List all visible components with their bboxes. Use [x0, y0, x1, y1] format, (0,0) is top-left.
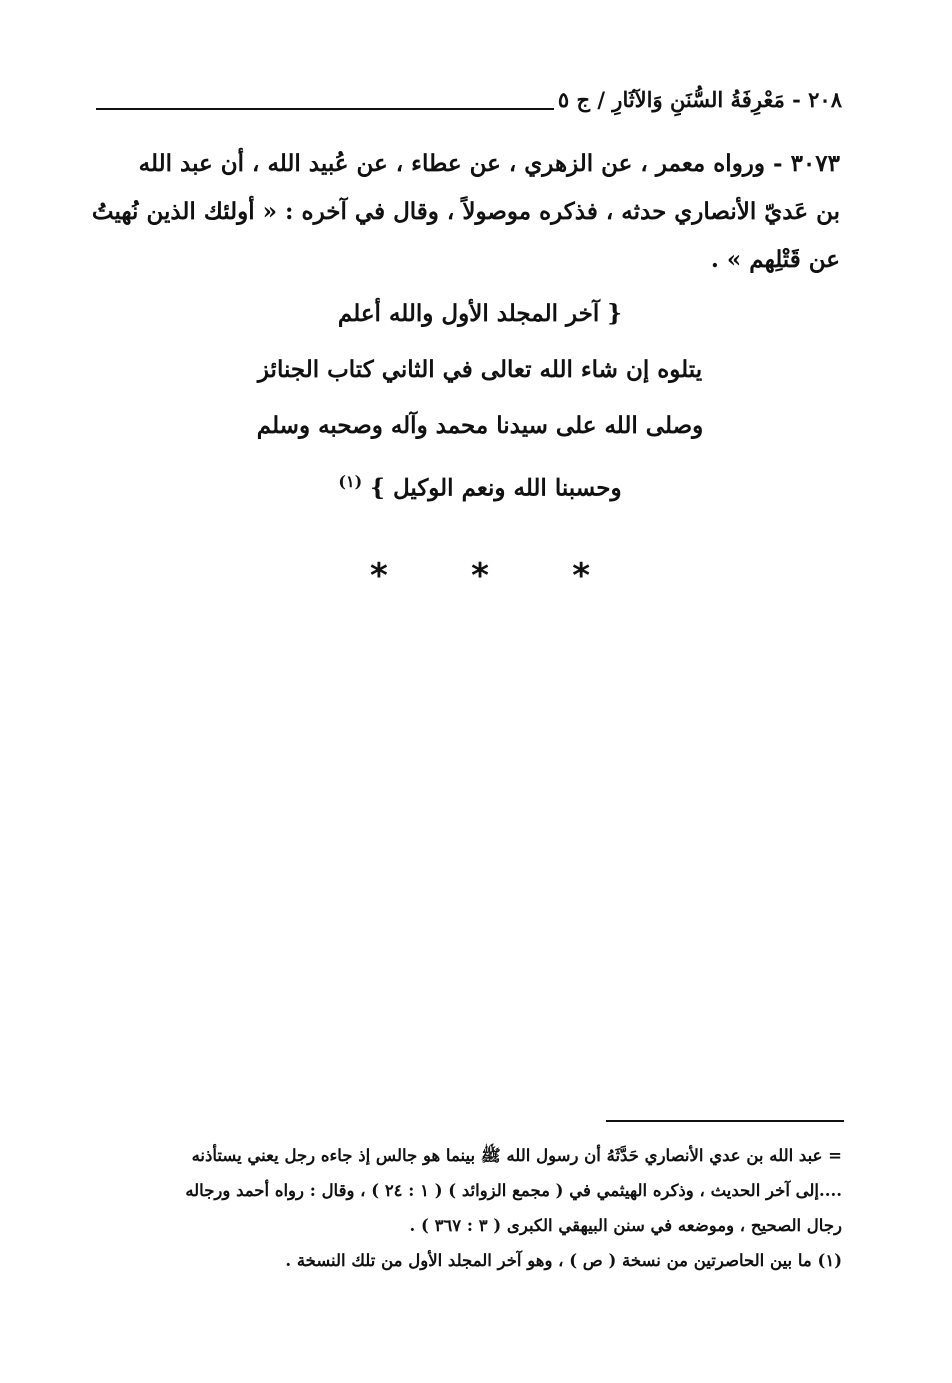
- footnotes: [102, 1138, 842, 1278]
- asterisk-ornament: *: [471, 556, 489, 596]
- footnote-line: (١) ما بين الحاصرتين من نسخة ( ص ) ، وهو آخر المجلد الأول من تلك النسخة .: [285, 1251, 842, 1270]
- running-header: ٢٠٨ - مَعْرِفَةُ السُّنَنِ وَالآثَارِ / ج ٥: [557, 87, 842, 112]
- paragraph-line: عن قَتْلِهم » .: [710, 246, 840, 273]
- footnote-line: = عبد الله بن عدي الأنصاري حَدَّثَهُ أن رسول الله ﷺ بينما هو جالس إذ جاءه رجل يعني يستأذنه: [191, 1146, 842, 1165]
- colophon-line: يتلوه إن شاء الله تعالى في الثاني كتاب الجنائز: [257, 356, 703, 383]
- footnote-line: ....إلى آخر الحديث ، وذكره الهيثمي في ( مجمع الزوائد ) ( ١ : ٢٤ ) ، وقال : رواه أحمد ورجاله: [185, 1181, 842, 1200]
- footnote-reference: (١): [338, 472, 363, 491]
- colophon-line: { آخر المجلد الأول والله أعلم: [337, 300, 623, 327]
- colophon-line-last: [200, 454, 760, 517]
- paragraph-line: ٣٠٧٣ - ورواه معمر ، عن الزهري ، عن عطاء ، عن عُبيد الله ، أن عبد الله: [138, 150, 840, 177]
- footnote-rule: [606, 1120, 844, 1122]
- footnote-line: رجال الصحيح ، وموضعه في سنن البيهقي الكبرى ( ٣ : ٣٦٧ ) .: [409, 1216, 842, 1235]
- asterisk-ornament: *: [370, 556, 388, 596]
- colophon-line-text: وحسبنا الله ونعم الوكيل }: [370, 474, 622, 502]
- hadith-paragraph: [91, 140, 840, 284]
- colophon-line: وصلى الله على سيدنا محمد وآله وصحبه وسلم: [256, 412, 704, 439]
- volume-colophon: [200, 286, 760, 517]
- asterisk-ornament: *: [572, 556, 590, 596]
- section-separator: [370, 556, 590, 596]
- paragraph-line: بن عَديّ الأنصاري حدثه ، فذكره موصولاً ، وقال في آخره : « أولئك الذين نُهيتُ: [91, 198, 840, 225]
- header-rule: [96, 108, 554, 110]
